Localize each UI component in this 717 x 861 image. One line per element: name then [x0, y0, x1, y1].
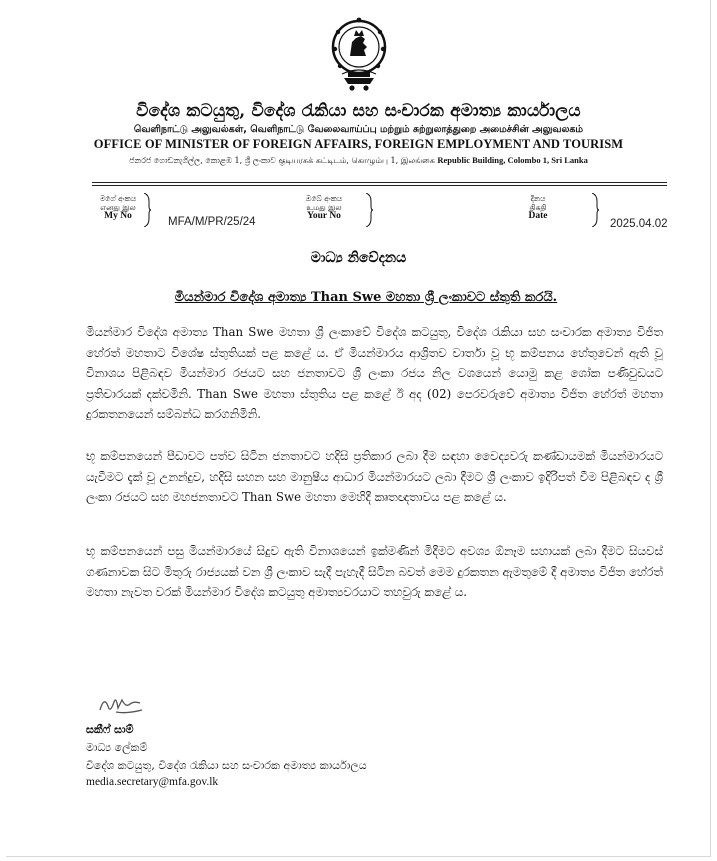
my-no-label-en: My No	[104, 211, 132, 221]
ministry-name-english: OFFICE OF MINISTER OF FOREIGN AFFAIRS, FOREIGN EMPLOYMENT AND TOURISM	[93, 137, 624, 151]
signatory-role: මාධ්‍ය ලේකම්	[86, 741, 148, 754]
signatory-office: විදේශ කටයුතු, විදේශ රැකියා සහ සංචාරක අමාත්‍ය කාර්යාලය	[86, 759, 367, 772]
my-no-value: MFA/M/PR/25/24	[168, 216, 256, 228]
brace-icon	[144, 193, 151, 227]
address-line	[0, 155, 717, 166]
date-label	[520, 194, 556, 221]
signatory-name: සකීෆ් සාම්	[86, 723, 134, 736]
your-no-label-ta: உமது இல	[306, 203, 342, 212]
ministry-name-tamil: வெளிநாட்டு அலுவல்கள், வெளிநாட்டு வேலைவாய்ப்பு மற்றும் சுற்றுலாத்துறை அமைச்சின் அலுவலகம்	[133, 124, 584, 135]
your-no-label-en: Your No	[307, 211, 341, 221]
header-divider	[92, 182, 667, 183]
body-paragraph: මියන්මාර විදේශ අමාත්‍ය Than Swe මහතා ශ්‍රී ලංකාවේ විදේශ කටයුතු, විදේශ රැකියා සහ සංචාරක අමාත්‍ය විජිත හේරත් මහතාට විශේෂ ස්තුතියක් පළ කළේ ය. ඒ මියන්මාරය ආශ්‍රිතව වාර්තා වූ භූ කම්පනය හේතුවෙන් ඇති වූ විනාශය පිළිබඳව මියන්මාර රජයට සහ ජනතාවට ශ්‍රී ලංකා රජය නිල වශයෙන් යොමු කළ ශෝක පණිවුඩයට ප්‍රතිචාරයක් දක්වමිනි. Than Swe මහතා ස්තුතිය පළ කළේ ඊ අද (02) පෙරවරුවේ අමාත්‍ය විජිත හේරත් මහතා දුරකතනයෙන් සම්බන්ධ කරගනිමිනි.	[86, 325, 663, 421]
your-no-label	[302, 194, 346, 221]
signature-icon	[96, 692, 146, 718]
your-no-label-si: ඔබේ අංකය	[305, 194, 343, 203]
body-paragraph: භූ කම්පනයෙන් පසු මියන්මාරයේ සිදුව ඇති විනාශයෙන් ඉක්මණින් මිදීමට අවශ්‍ය ඕනෑම සහායක් ලබා දීමට සියවස් ගණනාවක සිට මිතුරු රාජ්‍යයක් වන ශ්‍රී ලංකාව සැදී පැහැදී සිටින බවත් මෙම දුරකතන ඇමතුමේ දී අමාත්‍ය විජිත හේරත් මහතා නැවත වරක් මියන්මාර විදේශ කටයුතු අමාත්‍යවරයාට තහවුරු කළේ ය.	[86, 544, 663, 599]
date-value: 2025.04.02	[610, 218, 668, 230]
document-title: මාධ්‍ය නිවේදනය	[310, 250, 407, 266]
body-paragraph: භූ කම්පනයෙන් පීඩාවට පත්ව සිටින ජනතාවට හදිසි ප්‍රතිකාර ලබා දීම සඳහා වෛද්‍යවරු කණ්ඩායමක් මියන්මාරයට යැවීමට දැක් වූ උනන්දුව, හදිසි සහන සහ මානුෂීය ආධාර මියන්මාරයට ලබා දීමට ශ්‍රී ලංකාව ඉදිරිපත් වීම පිළිබඳව ද ශ්‍රී ලංකා රජයට සහ මහජනතාවට Than Swe මහතා මෙහිදී කෘතඥතාවය පළ කළේ ය.	[86, 449, 663, 504]
sri-lanka-national-emblem-icon	[330, 14, 388, 94]
ministry-name-sinhala: විදේශ කටයුතු, විදේශ රැකියා සහ සංචාරක අමාත්‍ය කාර්යාලය	[136, 101, 581, 121]
address-english: Republic Building, Colombo 1, Sri Lanka	[437, 155, 588, 165]
my-no-label-ta: எனது இல	[100, 203, 136, 212]
address-local: ජනරජ ගොඩනැගිල්ල, කොළඹ 1, ශ්‍රී ලංකාව குடியரசுக் கட்டிடம், கொழும்பு 1, இலங்கை	[129, 156, 435, 165]
date-label-ta: திகதி	[529, 203, 547, 212]
my-no-label-si: මගේ අංකය	[99, 194, 137, 203]
date-label-si: දිනය	[530, 194, 546, 203]
document-subject: මියන්මාර විදේශ අමාත්‍ය Than Swe මහතා ශ්‍රී ලංකාවට ස්තුති කරයි.	[174, 290, 558, 305]
my-no-label	[96, 194, 140, 221]
brace-icon	[366, 193, 373, 227]
header-divider	[92, 185, 667, 186]
date-label-en: Date	[528, 211, 548, 221]
brace-icon	[592, 193, 599, 227]
signatory-email: media.secretary@mfa.gov.lk	[86, 776, 219, 788]
